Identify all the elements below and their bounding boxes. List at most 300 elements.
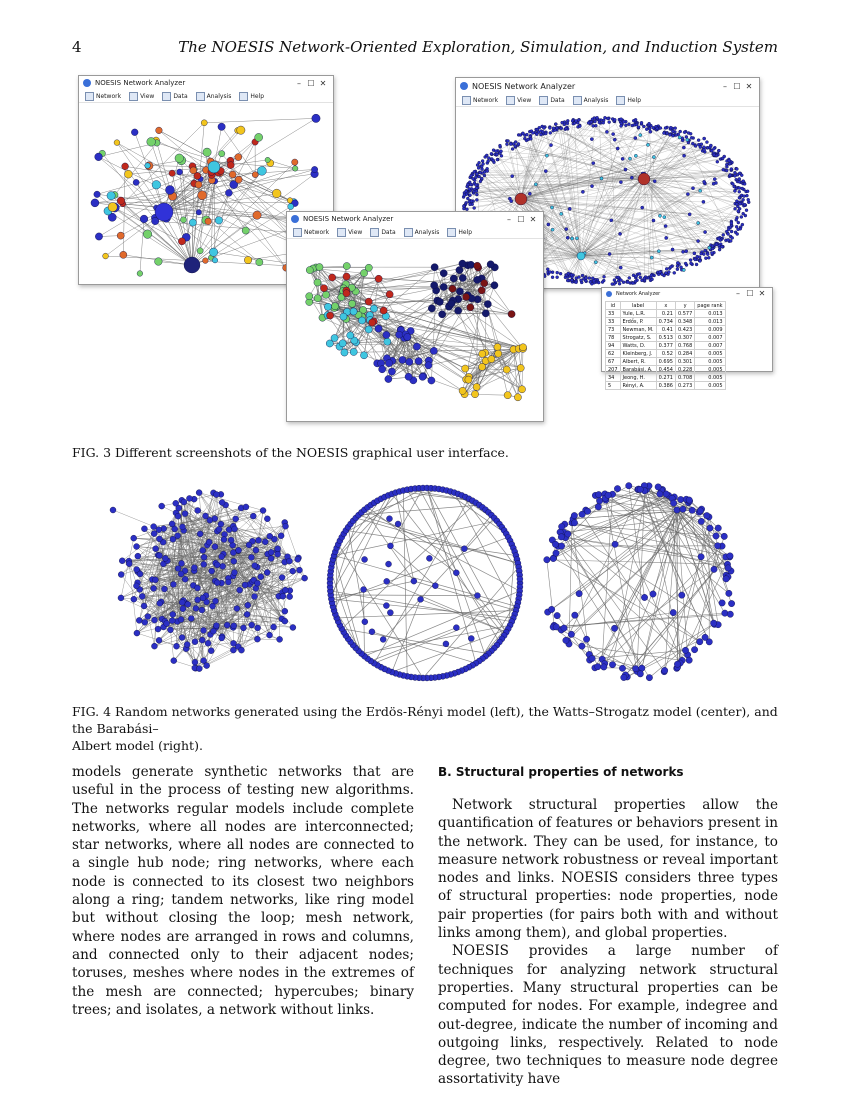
network-node [483, 170, 486, 173]
network-node [290, 624, 296, 630]
network-node [670, 609, 676, 615]
network-node [620, 118, 623, 121]
network-edge [359, 515, 518, 563]
table-row[interactable] [606, 342, 726, 350]
network-node [450, 275, 457, 282]
table-cell: 0.005 [695, 382, 725, 390]
network-node [282, 608, 288, 614]
menu-help: Help [239, 92, 264, 101]
network-node [131, 596, 137, 602]
network-node [201, 554, 207, 560]
network-node [118, 595, 124, 601]
network-node [642, 125, 645, 128]
network-node [589, 655, 595, 661]
network-node [214, 580, 220, 586]
network-node [456, 288, 463, 295]
network-node [212, 258, 217, 263]
network-node [731, 236, 734, 239]
fig4-caption [72, 703, 778, 754]
network-node [730, 230, 733, 233]
network-node [288, 204, 294, 210]
network-node [178, 571, 184, 577]
network-node [485, 154, 488, 157]
network-node [340, 313, 347, 320]
network-node [738, 187, 741, 190]
network-node [173, 500, 179, 506]
network-node [635, 123, 638, 126]
network-node [480, 177, 483, 180]
network-node [487, 160, 490, 163]
network-node [716, 160, 719, 163]
network-node [103, 253, 109, 259]
network-node [185, 601, 191, 607]
network-node [632, 665, 638, 671]
network-node [292, 166, 298, 172]
network-node [671, 134, 674, 137]
network-node [254, 580, 260, 586]
network-node [369, 319, 376, 326]
network-node [483, 174, 486, 177]
menu-network: Network [85, 92, 121, 101]
network-node [666, 132, 669, 135]
network-node [161, 586, 167, 592]
network-node [249, 622, 255, 628]
network-edge [599, 120, 601, 178]
network-edge [602, 494, 612, 659]
network-node [711, 244, 714, 247]
network-node [198, 191, 207, 200]
network-node [641, 206, 644, 209]
table-cell: Strogatz, S. [620, 334, 656, 342]
network-node [681, 250, 684, 253]
network-node [511, 147, 514, 150]
menu-analysis: Analysis [196, 92, 232, 101]
table-window-titlebar [602, 288, 772, 299]
network-node [558, 534, 564, 540]
network-node [195, 597, 201, 603]
network-node [682, 647, 688, 653]
network-node [568, 207, 571, 210]
network-node [554, 612, 560, 618]
network-node [156, 127, 163, 134]
network-node [478, 363, 485, 370]
menu-help: Help [616, 96, 641, 105]
table-cell: 0.005 [695, 374, 725, 382]
network-node [613, 118, 616, 121]
network-node [730, 222, 733, 225]
network-node [350, 308, 357, 315]
network-icon [462, 96, 471, 105]
network-node [560, 127, 563, 130]
network-node [151, 524, 157, 530]
network-node [179, 599, 185, 605]
network-node [509, 143, 512, 146]
node-property-table [605, 301, 726, 390]
network-node [704, 249, 707, 252]
network-node [722, 233, 725, 236]
network-node [331, 334, 338, 341]
watts-strogatz-network [323, 483, 528, 683]
network-node [690, 262, 693, 265]
network-node [703, 180, 706, 183]
table-row[interactable] [606, 358, 726, 366]
table-row[interactable] [606, 366, 726, 374]
network-node [145, 163, 151, 169]
network-node [430, 347, 437, 354]
network-node [570, 237, 573, 240]
network-node [436, 298, 443, 305]
network-node [575, 277, 578, 280]
network-node [306, 266, 313, 273]
network-node [469, 183, 472, 186]
data-icon [162, 92, 171, 101]
network-node [576, 590, 582, 596]
table-cell: Watts, D. [620, 342, 656, 350]
network-node [229, 171, 236, 178]
network-node [365, 326, 372, 333]
network-node [220, 563, 226, 569]
network-node [648, 127, 651, 130]
network-node [236, 547, 242, 553]
table-row[interactable] [606, 326, 726, 334]
network-node [475, 193, 478, 196]
table-cell: 0.007 [695, 342, 725, 350]
network-node [621, 157, 624, 160]
network-node [415, 357, 422, 364]
network-node [494, 343, 501, 350]
network-node [496, 158, 499, 161]
network-node [585, 276, 588, 279]
network-node [237, 126, 245, 134]
network-node [618, 282, 621, 285]
network-node [639, 276, 642, 279]
network-node [170, 581, 176, 587]
left-column-text [72, 763, 414, 1019]
network-node [514, 140, 517, 143]
network-node [709, 144, 712, 147]
table-window-title: Network Analyzer [616, 290, 661, 297]
table-cell: 0.009 [695, 326, 725, 334]
network-node [91, 199, 99, 207]
network-node [575, 281, 578, 284]
view-icon [337, 228, 346, 237]
table-cell: 0.284 [675, 350, 694, 358]
network-node [157, 553, 163, 559]
network-node [577, 252, 585, 260]
network-node [702, 200, 705, 203]
network-node [621, 674, 627, 680]
network-edge [604, 510, 677, 667]
table-cell: 0.513 [656, 334, 675, 342]
network-node [200, 595, 206, 601]
barabasi-albert-network [537, 482, 747, 682]
app-icon [606, 291, 612, 297]
network-node [201, 120, 207, 126]
network-node [659, 127, 662, 130]
table-row[interactable] [606, 382, 726, 390]
network-node [671, 248, 674, 251]
network-edge [486, 361, 522, 389]
network-node [277, 636, 283, 642]
table-cell: 33 [606, 310, 621, 318]
minimize-icon: – [723, 81, 727, 91]
network-node [487, 157, 490, 160]
network-node [152, 577, 158, 583]
network-node [268, 549, 274, 555]
network-node [455, 307, 462, 314]
network-node [361, 587, 367, 593]
network-node [639, 133, 642, 136]
network-node [745, 194, 748, 197]
network-node [696, 255, 699, 258]
network-node [118, 572, 124, 578]
network-node [331, 303, 338, 310]
network-node [461, 546, 467, 552]
network-node [141, 526, 147, 532]
network-node [638, 272, 641, 275]
network-node [590, 185, 593, 188]
table-cell: 0.577 [675, 310, 694, 318]
erdos-renyi-network [105, 480, 320, 680]
network-node [327, 312, 334, 319]
network-node [473, 383, 480, 390]
network-node [196, 210, 201, 215]
network-node [729, 239, 732, 242]
network-node [697, 639, 703, 645]
network-node [717, 237, 720, 240]
table-cell: 5 [606, 382, 621, 390]
network-node [634, 136, 637, 139]
analysis-icon [573, 96, 582, 105]
right-paragraph-2: NOESIS provides a large number of techniques for analyzing network structural properties. Many structural properties can be computed for nodes. For example, indegree and out-degree, indicate the number of incoming and outgoing links, respectively. Related to node degree, two techniques to measure node degree assortativity have [438, 943, 778, 1088]
network-node [619, 665, 625, 671]
table-cell: 0.695 [656, 358, 675, 366]
network-node [696, 239, 699, 242]
network-node [535, 133, 538, 136]
network-node [665, 236, 668, 239]
network-node [329, 274, 336, 281]
network-node [137, 571, 143, 577]
table-row[interactable] [606, 310, 726, 318]
network-node [698, 518, 704, 524]
network-node [641, 594, 647, 600]
network-node [343, 262, 350, 269]
table-cell: 62 [606, 350, 621, 358]
window-titlebar [456, 78, 759, 94]
network-node [605, 492, 611, 498]
network-node [375, 275, 382, 282]
network-node [601, 281, 604, 284]
network-node [545, 154, 548, 157]
menu-view: View [337, 228, 362, 237]
network-node [713, 533, 719, 539]
network-node [566, 279, 569, 282]
table-row[interactable] [606, 318, 726, 326]
network-edge [233, 170, 315, 175]
network-node [411, 578, 417, 584]
table-cell: Barabási, A. [620, 366, 656, 374]
network-node [193, 605, 199, 611]
network-node [465, 376, 472, 383]
network-node [650, 274, 653, 277]
network-node [188, 615, 194, 621]
network-node [292, 159, 298, 165]
network-node [637, 671, 643, 677]
network-node [579, 511, 585, 517]
network-node [463, 194, 466, 197]
menu-help: Help [447, 228, 472, 237]
running-title: The NOESIS Network-Oriented Exploration, Simulation, and Induction System [178, 38, 778, 56]
table-cell: 34 [606, 374, 621, 382]
network-node [481, 280, 488, 287]
network-node [194, 585, 200, 591]
network-node [339, 340, 346, 347]
network-edge [555, 130, 740, 209]
window-title: NOESIS Network Analyzer [303, 215, 394, 223]
network-node [517, 142, 520, 145]
network-edge [462, 495, 519, 571]
network-node [553, 624, 559, 630]
close-icon: ✕ [319, 78, 327, 88]
maximize-icon: ☐ [733, 81, 741, 91]
network-node [702, 634, 708, 640]
network-node [571, 512, 577, 518]
network-node [347, 332, 354, 339]
close-icon: ✕ [745, 81, 753, 91]
network-node [94, 191, 100, 197]
network-node [110, 507, 116, 513]
maximize-icon: ☐ [746, 289, 754, 298]
network-node [608, 252, 611, 255]
network-node [500, 150, 503, 153]
left-paragraph: models generate synthetic networks that are useful in the process of testing new algorithms. The networks regular models include complete networks, where all nodes are interconnected; star networks, where all nodes are connected to a single hub node; ring networks, where each node is connected to its closest two neighbors along a ring; tandem networks, like ring model but without closing the loop; mesh network, where nodes are arranged in rows and columns, and connected only to their adjacent nodes; toruses, meshes where nodes in the extremes of the mesh are connected; hypercubes; binary trees; and isolates, a network without links. [72, 764, 414, 1018]
table-header-cell: id [606, 302, 621, 310]
network-node [638, 173, 650, 185]
table-cell: 0.21 [656, 310, 675, 318]
network-node [184, 641, 190, 647]
table-row[interactable] [606, 350, 726, 358]
network-node [627, 123, 630, 126]
network-node [626, 281, 629, 284]
network-node [314, 295, 321, 302]
network-node [153, 546, 159, 552]
network-edge [204, 118, 316, 122]
network-node [572, 612, 578, 618]
network-node [548, 606, 554, 612]
network-node [637, 486, 643, 492]
analysis-icon [404, 228, 413, 237]
network-node [605, 130, 608, 133]
network-node [470, 174, 473, 177]
network-node [527, 138, 530, 141]
network-edge [173, 196, 192, 265]
network-node [139, 593, 145, 599]
network-node [690, 136, 693, 139]
network-node [114, 140, 120, 146]
network-node [227, 162, 234, 169]
right-column-text [438, 796, 778, 1089]
network-node [728, 600, 734, 606]
network-node [197, 531, 203, 537]
view-icon [129, 92, 138, 101]
network-node [558, 543, 564, 549]
network-node [710, 251, 713, 254]
maximize-icon: ☐ [517, 214, 525, 224]
network-node [219, 151, 225, 157]
network-node [640, 121, 643, 124]
network-node [479, 350, 486, 357]
network-node [590, 138, 593, 141]
network-node [674, 507, 680, 513]
table-cell: 0.228 [675, 366, 694, 374]
network-node [628, 276, 631, 279]
table-header-cell: page rank [695, 302, 725, 310]
network-node [674, 661, 680, 667]
table-row[interactable] [606, 374, 726, 382]
network-node [680, 506, 686, 512]
network-node [738, 172, 741, 175]
network-node [302, 575, 308, 581]
table-row[interactable] [606, 334, 726, 342]
network-node [492, 159, 495, 162]
network-node [521, 132, 524, 135]
network-node [456, 267, 463, 274]
table-cell: 0.386 [656, 382, 675, 390]
network-node [396, 331, 403, 338]
network-node [95, 233, 102, 240]
network-node [511, 175, 514, 178]
network-node [240, 625, 246, 631]
network-node [478, 175, 481, 178]
network-node [189, 219, 196, 226]
network-node [206, 539, 212, 545]
network-node [695, 263, 698, 266]
data-icon [370, 228, 379, 237]
network-node [618, 232, 621, 235]
network-node [474, 262, 481, 269]
network-edge [629, 486, 645, 598]
network-node [255, 625, 261, 631]
network-node [474, 176, 477, 179]
network-edge [123, 204, 309, 220]
table-cell: 0.005 [695, 350, 725, 358]
fig4-caption-line-1: FIG. 4 Random networks generated using the Erdös-Rényi model (left), the Watts–Strogatz model (center), and the Barabási– [72, 704, 778, 736]
network-node [736, 233, 739, 236]
network-node [711, 566, 717, 572]
network-node [652, 156, 655, 159]
network-node [610, 219, 613, 222]
network-node [594, 124, 597, 127]
network-node [192, 659, 198, 665]
close-icon: ✕ [758, 289, 766, 298]
network-node [714, 543, 720, 549]
table-cell: 0.005 [695, 358, 725, 366]
network-node [250, 513, 256, 519]
network-node [233, 516, 239, 522]
network-node [162, 555, 168, 561]
table-cell: 67 [606, 358, 621, 366]
page-number: 4 [72, 38, 82, 56]
network-node [175, 513, 181, 519]
network-node [316, 263, 323, 270]
network-node [602, 121, 605, 124]
network-node [723, 576, 729, 582]
network-node [453, 570, 459, 576]
network-node [134, 544, 140, 550]
network-node [490, 152, 493, 155]
network-node [428, 377, 435, 384]
network-node [734, 207, 737, 210]
